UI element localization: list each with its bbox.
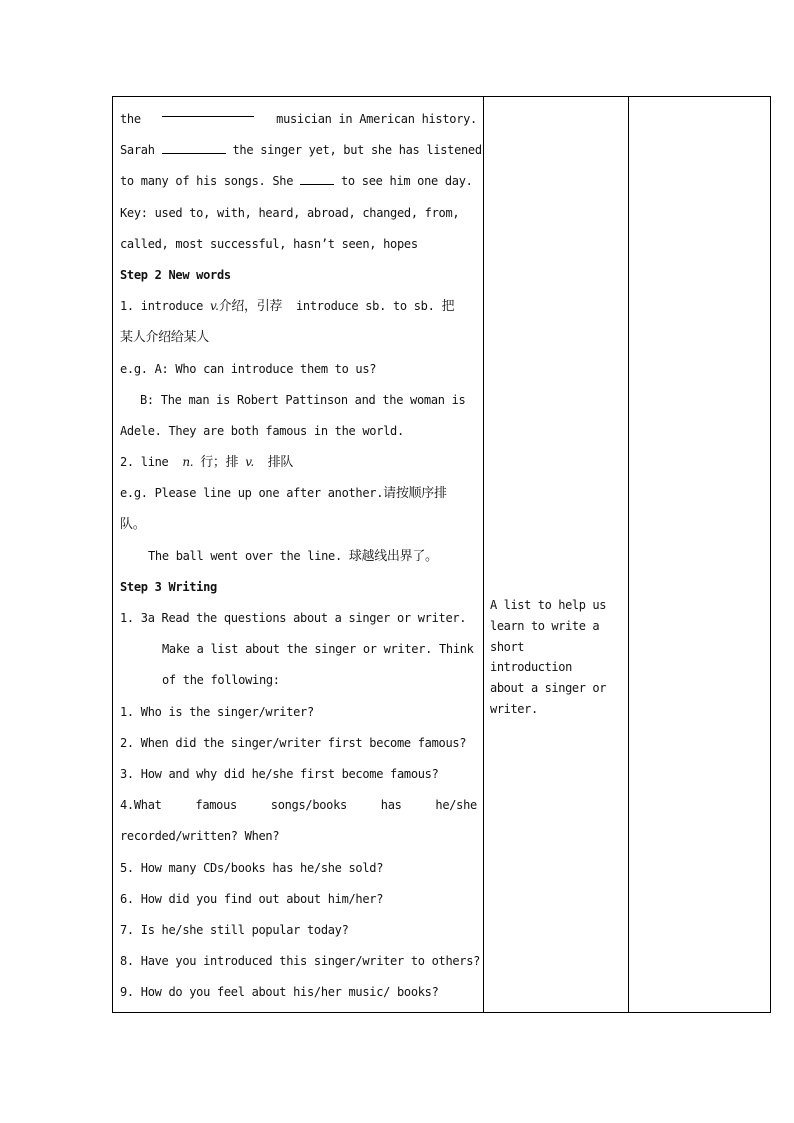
example-line: 队。 <box>120 517 146 533</box>
question-item: 8. Have you introduced this singer/writer to others? <box>120 954 481 969</box>
text: to many of his songs. She <box>120 174 294 189</box>
vocab-meaning: 某人介绍给某人 <box>120 330 209 346</box>
note-line: short <box>490 639 525 654</box>
text: the <box>120 112 141 126</box>
word: famous <box>195 798 237 813</box>
example-line <box>120 478 477 509</box>
instruction-line: Make a list about the singer or writer. Think <box>162 642 474 657</box>
text-line <box>120 135 482 166</box>
text: Sarah <box>120 143 155 158</box>
question-item: 5. How many CDs/books has he/she sold? <box>120 860 384 875</box>
example-line: Adele. They are both famous in the world. <box>120 423 404 438</box>
meaning: 行；排 <box>200 455 239 471</box>
question-item: 7. Is he/she still popular today? <box>120 922 349 937</box>
example-line: B: The man is Robert Pattinson and the woman is <box>140 392 466 407</box>
fill-blank <box>300 172 334 185</box>
text-line <box>120 104 477 135</box>
procedure-cell <box>113 97 484 1013</box>
part-of-speech: v. <box>210 299 219 314</box>
fill-blank <box>162 141 226 154</box>
note-line: writer. <box>490 701 538 716</box>
word: 1. introduce <box>120 299 204 314</box>
question-item: 9. How do you feel about his/her music/ books? <box>120 985 439 1000</box>
question-item: 2. When did the singer/writer first become famous? <box>120 735 467 750</box>
question-item: 1. Who is the singer/writer? <box>120 704 314 719</box>
word: 2. line <box>120 455 169 470</box>
vocab-entry <box>120 291 477 322</box>
answer-key-line: called, most successful, hasn’t seen, hopes <box>120 236 418 251</box>
step-heading: Step 2 New words <box>120 267 231 282</box>
text-line <box>120 166 477 197</box>
note-line: introduction <box>490 660 572 675</box>
word: he/she <box>435 798 477 813</box>
word: 4.What <box>120 798 162 813</box>
vocab-entry <box>120 447 477 478</box>
text: to see him one day. <box>341 174 473 189</box>
lesson-table <box>112 96 771 1013</box>
meaning: 排队 <box>267 455 294 471</box>
text: 请按顺序排 <box>383 486 447 502</box>
question-item: recorded/written? When? <box>120 829 280 844</box>
question-item: 3. How and why did he/she first become famous? <box>120 766 439 781</box>
part-of-speech: n. <box>182 455 194 470</box>
purpose-cell <box>484 97 629 1013</box>
word: songs/books <box>270 798 347 813</box>
instruction-line: of the following: <box>162 673 280 688</box>
note-line: A list to help us <box>490 598 607 612</box>
word: has <box>380 798 402 813</box>
text: the singer yet, but she has listened <box>232 143 482 158</box>
phrase: introduce sb. to sb. <box>296 299 435 314</box>
text: 球越线出界了。 <box>348 548 438 564</box>
text: The ball went over the line. <box>148 548 342 563</box>
example-line: e.g. A: Who can introduce them to us? <box>120 361 377 376</box>
example-line <box>120 541 477 572</box>
text: e.g. Please line up one after another. <box>120 486 384 501</box>
part-of-speech: v. <box>245 455 254 470</box>
question-item <box>120 790 477 821</box>
note-line: about a singer or <box>490 681 607 696</box>
note-line: learn to write a <box>490 618 600 633</box>
answer-key-line: Key: used to, with, heard, abroad, changed, from, <box>120 205 460 220</box>
purpose-note <box>490 595 622 720</box>
meaning: 把 <box>441 299 455 315</box>
empty-cell <box>629 97 771 1013</box>
question-item: 6. How did you find out about him/her? <box>120 891 384 906</box>
text: musician in American history. <box>276 112 477 126</box>
step-heading: Step 3 Writing <box>120 579 217 594</box>
meaning: 介绍，引荐 <box>218 299 283 315</box>
instruction-line: 1. 3a Read the questions about a singer or writer. <box>120 611 467 625</box>
fill-blank <box>162 104 254 117</box>
